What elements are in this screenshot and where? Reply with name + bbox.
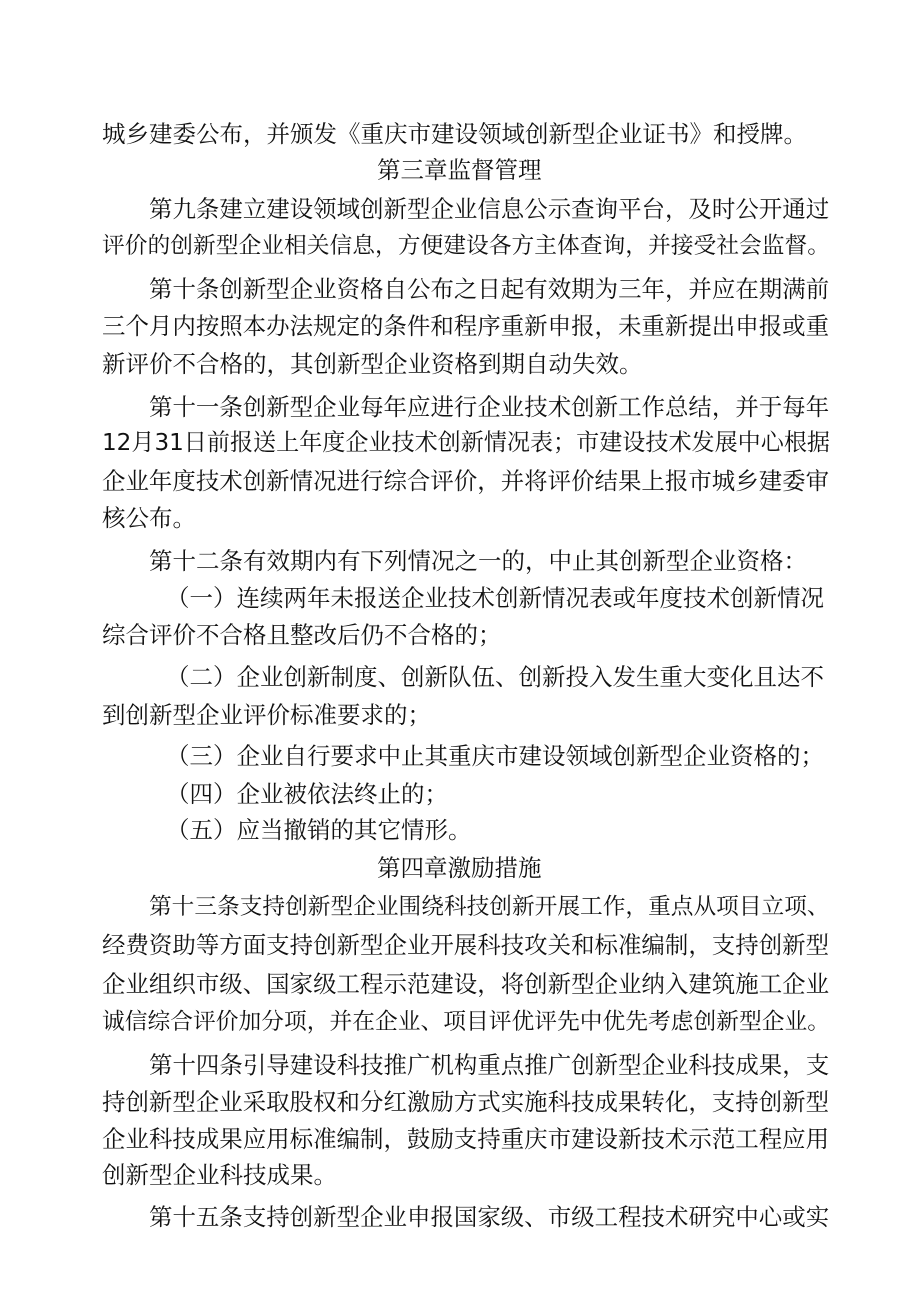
text-line: 城乡建委公布，并颁发《重庆市建设领域创新型企业证书》和授牌。 [102,120,807,148]
chapter-heading: 第四章激励措施 [377,854,542,882]
text-line: 企业组织市级、国家级工程示范建设，将创新型企业纳入建筑施工企业 [102,970,830,998]
paragraph-first-line: 第九条建立建设领域创新型企业信息公示查询平台，及时公开通过 [149,195,830,223]
chapter-heading: 第三章监督管理 [377,156,542,184]
paragraph-first-line: 第十三条支持创新型企业围绕科技创新开展工作，重点从项目立项、 [149,894,830,920]
text-line: 三个月内按照本办法规定的条件和程序重新申报，未重新提出申报或重 [102,312,830,340]
text-line: 核公布。 [102,504,196,532]
paragraph-first-line: 第十四条引导建设科技推广机构重点推广创新型企业科技成果，支 [149,1051,830,1079]
text-line: 12月31日前报送上年度企业技术创新情况表；市建设技术发展中心根据 [102,430,830,456]
list-item-first-line: （五）应当撤销的其它情形。 [166,816,472,844]
list-item-first-line: （二）企业创新制度、创新队伍、创新投入发生重大变化且达不 [166,663,824,691]
text-line: 综合评价不合格且整改后仍不合格的； [102,621,502,649]
text-line: 创新型企业科技成果。 [102,1161,337,1189]
paragraph-first-line: 第十条创新型企业资格自公布之日起有效期为三年，并应在期满前 [149,275,830,303]
list-item-first-line: （一）连续两年未报送企业技术创新情况表或年度技术创新情况 [166,584,824,612]
text-line: 企业科技成果应用标准编制，鼓励支持重庆市建设新技术示范工程应用 [102,1125,830,1153]
text-line: 评价的创新型企业相关信息，方便建设各方主体查询，并接受社会监督。 [102,233,830,259]
text-line: 新评价不合格的，其创新型企业资格到期自动失效。 [102,350,643,378]
text-line: 持创新型企业采取股权和分红激励方式实施科技成果转化，支持创新型 [102,1088,830,1116]
paragraph-first-line: 第十一条创新型企业每年应进行企业技术创新工作总结，并于每年 [149,393,830,421]
text-line: 企业年度技术创新情况进行综合评价，并将评价结果上报市城乡建委审 [102,467,830,495]
list-item-first-line: （三）企业自行要求中止其重庆市建设领域创新型企业资格的； [166,742,824,770]
paragraph-first-line: 第十二条有效期内有下列情况之一的，中止其创新型企业资格： [149,547,807,575]
text-line: 诚信综合评价加分项，并在企业、项目评优评先中优先考虑创新型企业。 [102,1009,830,1035]
text-line: 到创新型企业评价标准要求的； [102,701,431,729]
paragraph-first-line: 第十五条支持创新型企业申报国家级、市级工程技术研究中心或实 [149,1203,830,1231]
list-item-first-line: （四）企业被依法终止的； [166,780,448,808]
text-line: 经费资助等方面支持创新型企业开展科技攻关和标准编制，支持创新型 [102,931,830,959]
